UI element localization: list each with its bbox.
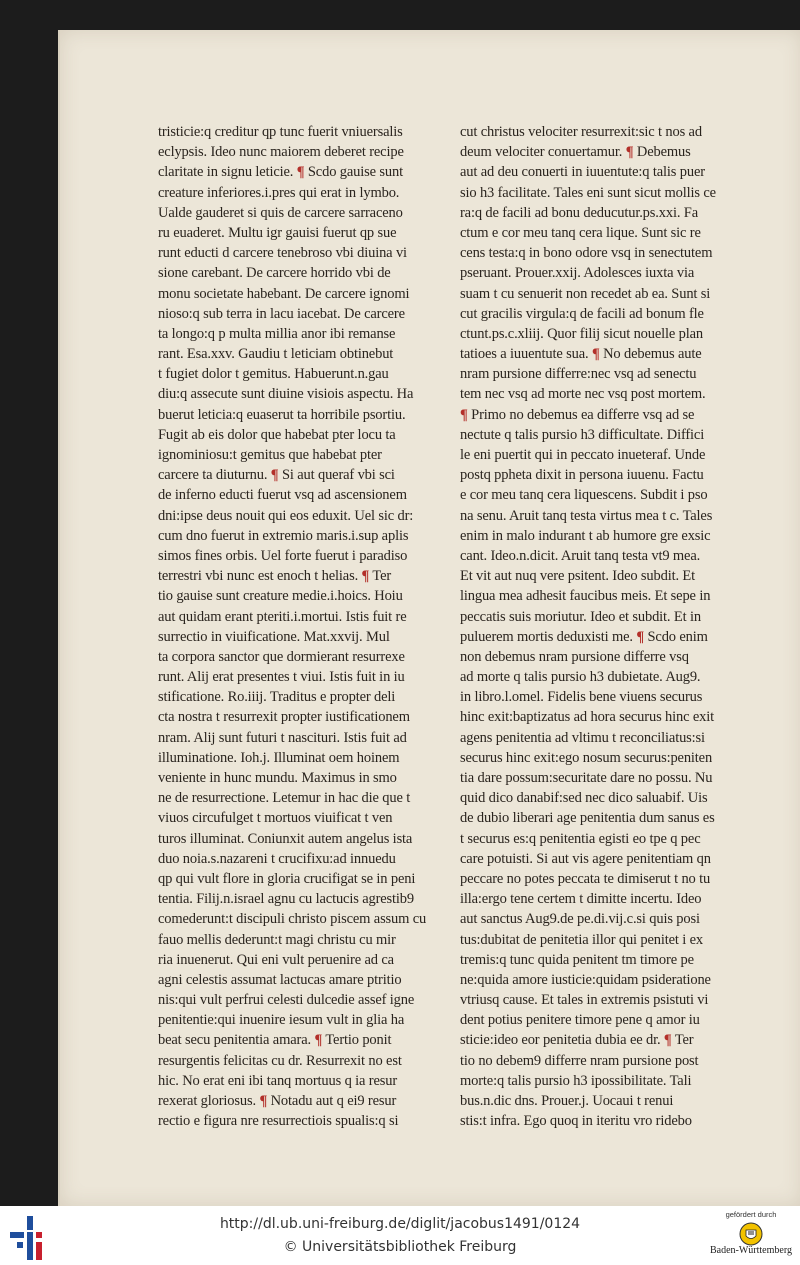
text-line: ctunt.ps.c.xliij. Quor filij sicut nouelle plan xyxy=(460,325,704,342)
text-line: tem nec vsq ad morte nec vsq post mortem. xyxy=(460,386,706,403)
text-line: ta longo:q p multa millia anor ibi remanse xyxy=(158,325,396,342)
text-line: care potuisti. Si aut vis agere penitentiam qn xyxy=(460,850,711,867)
text-line: nioso:q sub terra in lacu iacebat. De carcere xyxy=(158,305,405,322)
text-line: Ualde gauderet si quis de carcere sarraceno xyxy=(158,204,403,221)
text-line: morte:q talis pursio h3 ipossibilitate. Tali xyxy=(460,1072,692,1089)
text-line: tentia. Filij.n.israel agnu cu lactucis agrestib9 xyxy=(158,891,414,908)
text-line: non debemus nram pursione differre vsq xyxy=(460,648,689,665)
text-line: aut sanctus Aug9.de pe.di.vij.c.si quis posi xyxy=(460,911,700,928)
text-line: peccare no potes peccata te dimiserut t no tu xyxy=(460,870,711,887)
text-line: nis:qui vult perfrui celesti dulcedie assef igne xyxy=(158,992,415,1009)
text-line: enim in malo indurant t ab humore gre exsic xyxy=(460,527,711,544)
paragraph-mark-icon: ¶ xyxy=(663,1032,672,1049)
permalink-url[interactable]: http://dl.ub.uni-freiburg.de/diglit/jacobus1491/0124 xyxy=(219,1216,581,1232)
text-line: sio h3 facilitate. Tales eni sunt sicut mollis ce xyxy=(460,184,716,201)
text-line: tristicie:q creditur qp tunc fuerit vniuersalis xyxy=(158,124,403,140)
sponsor-badge xyxy=(706,1210,796,1264)
text-line: suam t cu senuerit non recedet ab ea. Sunt si xyxy=(460,285,711,302)
text-line: ne de resurrectione. Letemur in hac die que t xyxy=(158,790,411,807)
text-line: Fugit ab eis dolor que habebat pter locu ta xyxy=(158,426,396,443)
text-line: fauo mellis dederunt:t magi christu cu mir xyxy=(158,931,396,948)
right-text-column xyxy=(460,122,750,1131)
text-line: stis:t infra. Ego quoq in iteritu vro ridebo xyxy=(460,1113,692,1130)
text-line: simos fines orbis. Uel forte fuerut i paradiso xyxy=(158,547,408,564)
text-line: duo noia.s.nazareni t crucifixu:ad innuedu xyxy=(158,850,396,867)
text-line: monu societate habebant. De carcere ignomi xyxy=(158,285,410,302)
paragraph-mark-icon: ¶ xyxy=(460,406,468,423)
text-line: surrectio in viuificatione. Mat.xxvij. Mul xyxy=(158,628,390,645)
text-line: runt. Alij erat presentes t viui. Istis fuit in iu xyxy=(158,669,405,686)
text-line: ctum e cor meu tanq cera lique. Sunt sic re xyxy=(460,224,701,241)
text-line: sticie:ideo eor penitetia dubia ee dr. ¶ Ter xyxy=(460,1032,694,1049)
text-line: Et vit aut nuq vere psitent. Ideo subdit. Et xyxy=(460,568,696,585)
text-line: diu:q assecute sunt diuine visiois aspectu. Ha xyxy=(158,386,414,403)
text-line: dent potius penitere timore pene q amor iu xyxy=(460,1012,700,1029)
text-line: ¶ Primo no debemus ea differre vsq ad se xyxy=(460,406,695,423)
text-line: bus.n.dic dns. Prouer.j. Uocaui t renui xyxy=(460,1093,674,1109)
text-line: le eni puertit qui in peccato inueteraf. Unde xyxy=(460,447,706,463)
text-line: cum dno fuerut in extremio maris.i.sup aplis xyxy=(158,527,409,544)
text-line: cta nostra t resurrexit propter iustificationem xyxy=(158,709,410,726)
text-line: e cor meu tanq cera liquescens. Subdit i pso xyxy=(460,487,708,504)
text-line: terrestri vbi nunc est enoch t helias. ¶ Ter xyxy=(158,568,392,585)
text-line: cut gracilis virgula:q de facili ad bonum fle xyxy=(460,305,704,322)
text-line: vtriusq cause. Et tales in extremis psistuti vi xyxy=(460,992,709,1009)
text-line: cens testa:q in bono odore vsq in senectutem xyxy=(460,245,713,262)
text-line: quid dico danabif:sed nec dico saluabif. Uis xyxy=(460,790,708,807)
text-line: de inferno educti fuerut vsq ad ascensionem xyxy=(158,487,407,504)
text-line: turos illuminat. Coniunxit autem angelus ista xyxy=(158,830,413,847)
text-line: resurgentis felicitas cu dr. Resurrexit no est xyxy=(158,1052,402,1069)
text-line: ra:q de facili ad bonu deducutur.ps.xxi. Fa xyxy=(460,204,698,221)
text-line: sione carebant. De carcere horrido vbi de xyxy=(158,265,391,282)
paragraph-mark-icon: ¶ xyxy=(636,628,645,645)
text-line: aut quidam erant pteriti.i.mortui. Istis fuit re xyxy=(158,608,407,625)
text-line: ru euaderet. Multu igr gauisi fuerut qp sue xyxy=(158,224,397,241)
text-line: tio no debem9 differre nram pursione post xyxy=(460,1052,699,1069)
text-line: securus hinc exit:ego nosum securus:peniten xyxy=(460,749,713,766)
paragraph-mark-icon: ¶ xyxy=(296,164,305,181)
book-page xyxy=(58,30,800,1206)
state-crest-icon xyxy=(739,1222,763,1246)
footer-bar xyxy=(0,1206,800,1265)
paragraph-mark-icon: ¶ xyxy=(314,1032,323,1049)
text-line: dni:ipse deus nouit qui eos eduxit. Uel sic dr: xyxy=(158,507,414,524)
text-line: cant. Ideo.n.dicit. Aruit tanq testa vt9 mea. xyxy=(460,547,701,564)
text-line: creature inferiores.i.pres qui erat in lymbo. xyxy=(158,184,400,201)
text-line: nram. Alij sunt futuri t nascituri. Istis fuit ad xyxy=(158,729,407,746)
text-line: illuminatione. Ioh.j. Illuminat oem hoinem xyxy=(158,749,400,766)
text-line: t fugiet dolor t gemitus. Habuerunt.n.gau xyxy=(158,366,389,383)
text-line: rexerat gloriosus. ¶ Notadu aut q ei9 resur xyxy=(158,1093,397,1109)
text-line: qp qui vult flore in gloria crucifigat se in peni xyxy=(158,870,416,887)
paragraph-mark-icon: ¶ xyxy=(625,144,634,161)
text-line: claritate in signu leticie. ¶ Scdo gauise sunt xyxy=(158,164,403,181)
text-line: pseruant. Prouer.xxij. Adolesces iuxta via xyxy=(460,265,695,282)
text-line: postq ppheta dixit in persona iuuenu. Factu xyxy=(460,467,704,484)
text-line: tia dare possum:securitate dare no possu. Nu xyxy=(460,770,713,786)
text-line: veniente in hunc mundu. Maximus in smo xyxy=(158,770,397,786)
text-line: ignominiosu:t gemitus que habebat pter xyxy=(158,447,382,463)
text-line: buerut leticia:q euaserut ta horribile psortiu. xyxy=(158,406,406,423)
paragraph-mark-icon: ¶ xyxy=(591,346,600,363)
text-line: illa:ergo tene certem t dimitte incertu. Ideo xyxy=(460,891,702,908)
text-line: tio gauise sunt creature medie.i.hoics. Hoiu xyxy=(158,588,403,605)
text-line: hic. No erat eni ibi tanq mortuus q ia resur xyxy=(158,1072,398,1089)
sponsor-label: gefördert durch xyxy=(725,1210,777,1219)
text-line: carcere ta diuturnu. ¶ Si aut queraf vbi sci xyxy=(158,467,395,484)
copyright-notice: © Universitätsbibliothek Freiburg xyxy=(283,1239,517,1255)
text-line: puluerem mortis deduxisti me. ¶ Scdo enim xyxy=(460,628,708,645)
text-line: ne:quida amore iusticie:quidam psideratione xyxy=(460,971,711,988)
text-line: ad morte q talis pursio h3 dubietate. Aug9. xyxy=(460,669,701,686)
text-line: agni celestis assumat lactucas amare ptritio xyxy=(158,971,402,988)
left-text-column xyxy=(158,122,448,1131)
paragraph-mark-icon: ¶ xyxy=(270,467,279,484)
text-line: viuos circufulget t mortuos viuificat t ven xyxy=(158,810,393,827)
text-line: hinc exit:baptizatus ad hora securus hinc exit xyxy=(460,709,715,726)
text-line: cut christus velociter resurrexit:sic t nos ad xyxy=(460,124,702,140)
text-line: deum velociter conuertamur. ¶ Debemus xyxy=(460,144,691,161)
text-line: aut ad deu conuerti in iuuentute:q talis puer xyxy=(460,164,705,181)
text-line: beat secu penitentia amara. ¶ Tertio ponit xyxy=(158,1032,392,1049)
text-line: ta corpora sanctor que dormierant resurrexe xyxy=(158,648,405,665)
text-line: runt educti d carcere tenebroso vbi diuina vi xyxy=(158,245,407,262)
sponsor-name: Baden-Württemberg xyxy=(709,1245,792,1256)
text-line: nectute q talis pursio h3 difficultate. Diffici xyxy=(460,426,705,443)
text-line: lingua mea adhesit faucibus meis. Et sepe in xyxy=(460,588,711,605)
text-line: comederunt:t discipuli christo piscem assum cu xyxy=(158,911,427,928)
text-line: tatioes a iuuentute sua. ¶ No debemus aute xyxy=(460,346,702,363)
text-line: t securus es:q penitentia egisti eo tpe q pec xyxy=(460,830,701,847)
text-line: rectio e figura nre resurrectiois spualis:q si xyxy=(158,1113,399,1130)
text-line: tus:dubitat de penitetia illor qui penitet i ex xyxy=(460,931,704,948)
text-line: peccatis suis moriutur. Ideo et subdit. Et in xyxy=(460,608,701,625)
text-line: in libro.l.omel. Fidelis bene viuens securus xyxy=(460,689,703,706)
text-line: agens penitentia ad vltimu t reconciliatus:si xyxy=(460,729,705,746)
text-line: nram pursione differre:nec vsq ad senectu xyxy=(460,366,697,383)
text-line: tremis:q tunc quida penitent tm timore pe xyxy=(460,951,694,968)
text-line: ria inuenerut. Qui eni vult peruenire ad ca xyxy=(158,951,394,968)
paragraph-mark-icon: ¶ xyxy=(259,1093,268,1109)
paragraph-mark-icon: ¶ xyxy=(361,568,370,585)
text-line: eclypsis. Ideo nunc maiorem deberet recipe xyxy=(158,144,404,161)
text-line: penitentie:qui inuenire iesum vult in glia ha xyxy=(158,1012,405,1029)
text-line: stificatione. Ro.iiij. Traditus e propter deli xyxy=(158,689,396,706)
text-line: na senu. Aruit tanq testa virtus mea t c. Tales xyxy=(460,507,713,524)
text-line: rant. Esa.xxv. Gaudiu t leticiam obtinebut xyxy=(158,346,394,363)
text-line: de dubio liberari age penitentia dum sanus es xyxy=(460,810,715,827)
